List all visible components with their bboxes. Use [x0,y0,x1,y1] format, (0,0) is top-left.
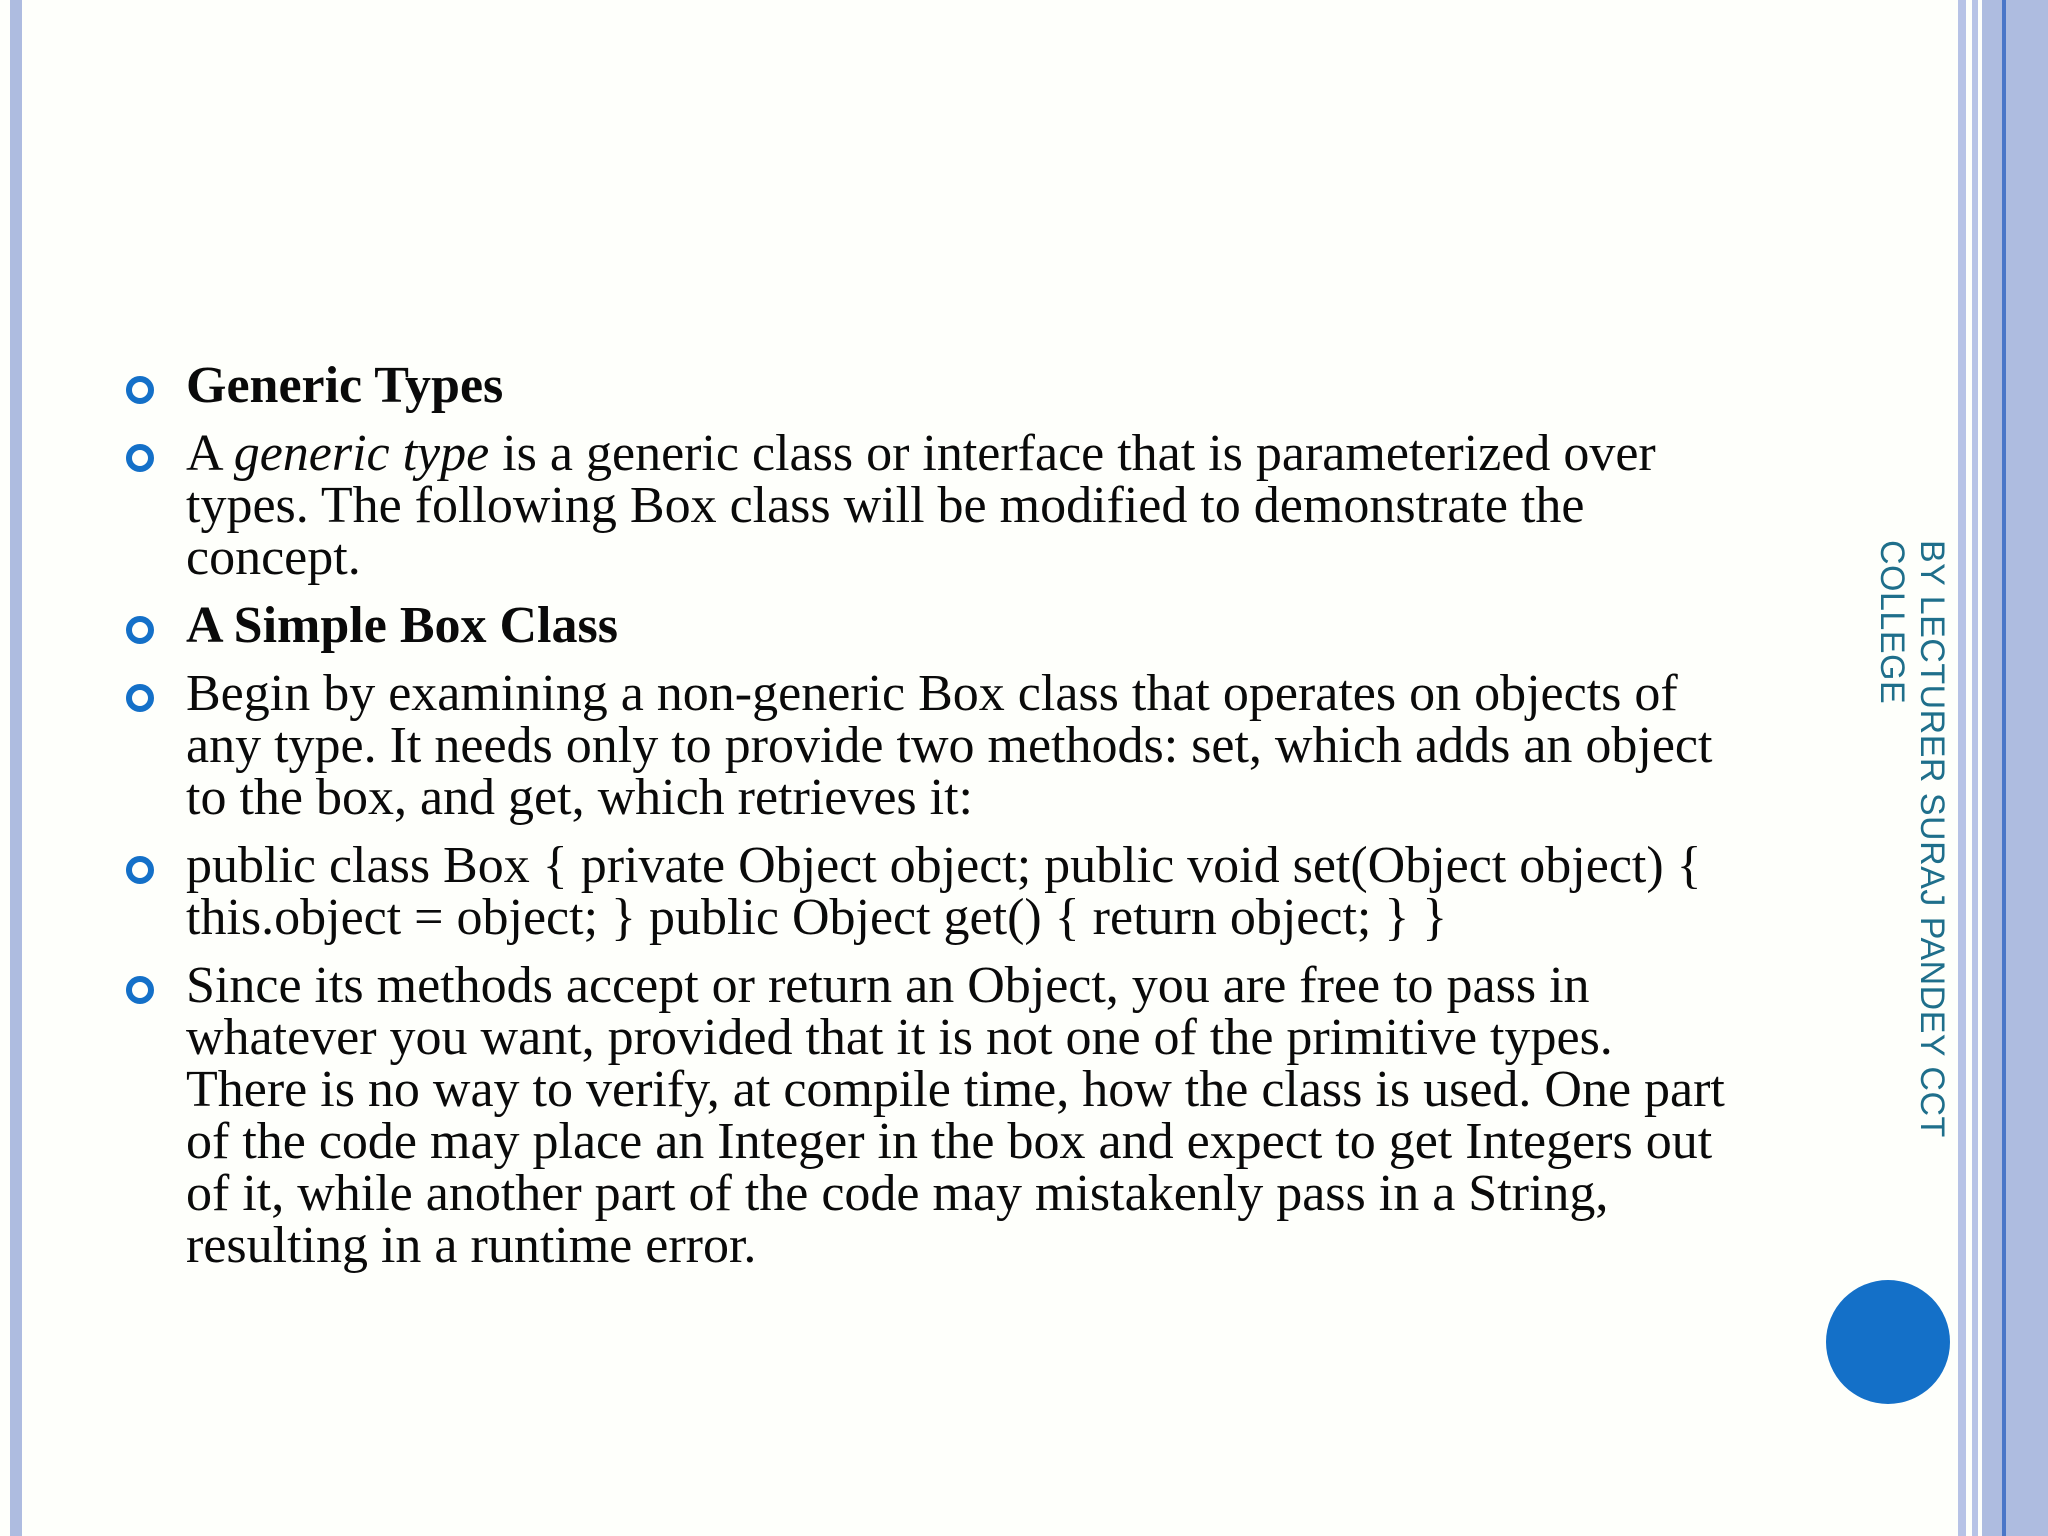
slide-body [126,357,1726,1288]
paragraph-text: Begin by examining a non-generic Box class that operates on objects of any type. It needs only to provide two methods: set, which adds an object to the box, and get, which retrieves it: [186,665,1713,826]
paragraph-text: is a generic class or interface that is parameterized over types. The following Box class will be modified to demonstrate the concept. [186,425,1656,586]
bullet-item [126,357,1726,414]
emphasis-text: generic type [233,425,490,482]
bullet-circle-icon [126,444,154,472]
author-vertical-label: BY LECTURER SURAJ PANDEY CCT COLLEGE [1873,540,1951,1138]
bullet-circle-icon [126,856,154,884]
left-border-bar [10,0,22,1536]
heading-generic-types: Generic Types [186,357,504,414]
bullet-item [126,597,1726,654]
right-border-stripe [1982,0,2002,1536]
bullet-item [126,957,1726,1274]
bullet-circle-icon [126,616,154,644]
bullet-circle-icon [126,376,154,404]
right-border-stripe [1958,0,1966,1536]
code-text: public class Box { private Object object; public void set(Object object) { this.object = object; } public Object get() { return object; } } [186,837,1702,946]
paragraph-text: Since its methods accept or return an Object, you are free to pass in whatever you want, provided that it is not one of the primitive types. There is no way to verify, at compile time, how the class is used. One part of the code may place an Integer in the box and expect to get Integers out of it, while another part of the code may mistakenly pass in a String, resulting in a runtime error. [186,957,1725,1274]
bullet-item [126,665,1726,826]
bullet-circle-icon [126,976,154,1004]
bullet-circle-icon [126,684,154,712]
bullet-item [126,425,1726,586]
right-border-stripe [2006,0,2048,1536]
paragraph-text: A [186,425,234,482]
decorative-circle [1826,1280,1950,1404]
heading-simple-box-class: A Simple Box Class [186,597,618,654]
bullet-item [126,837,1726,946]
